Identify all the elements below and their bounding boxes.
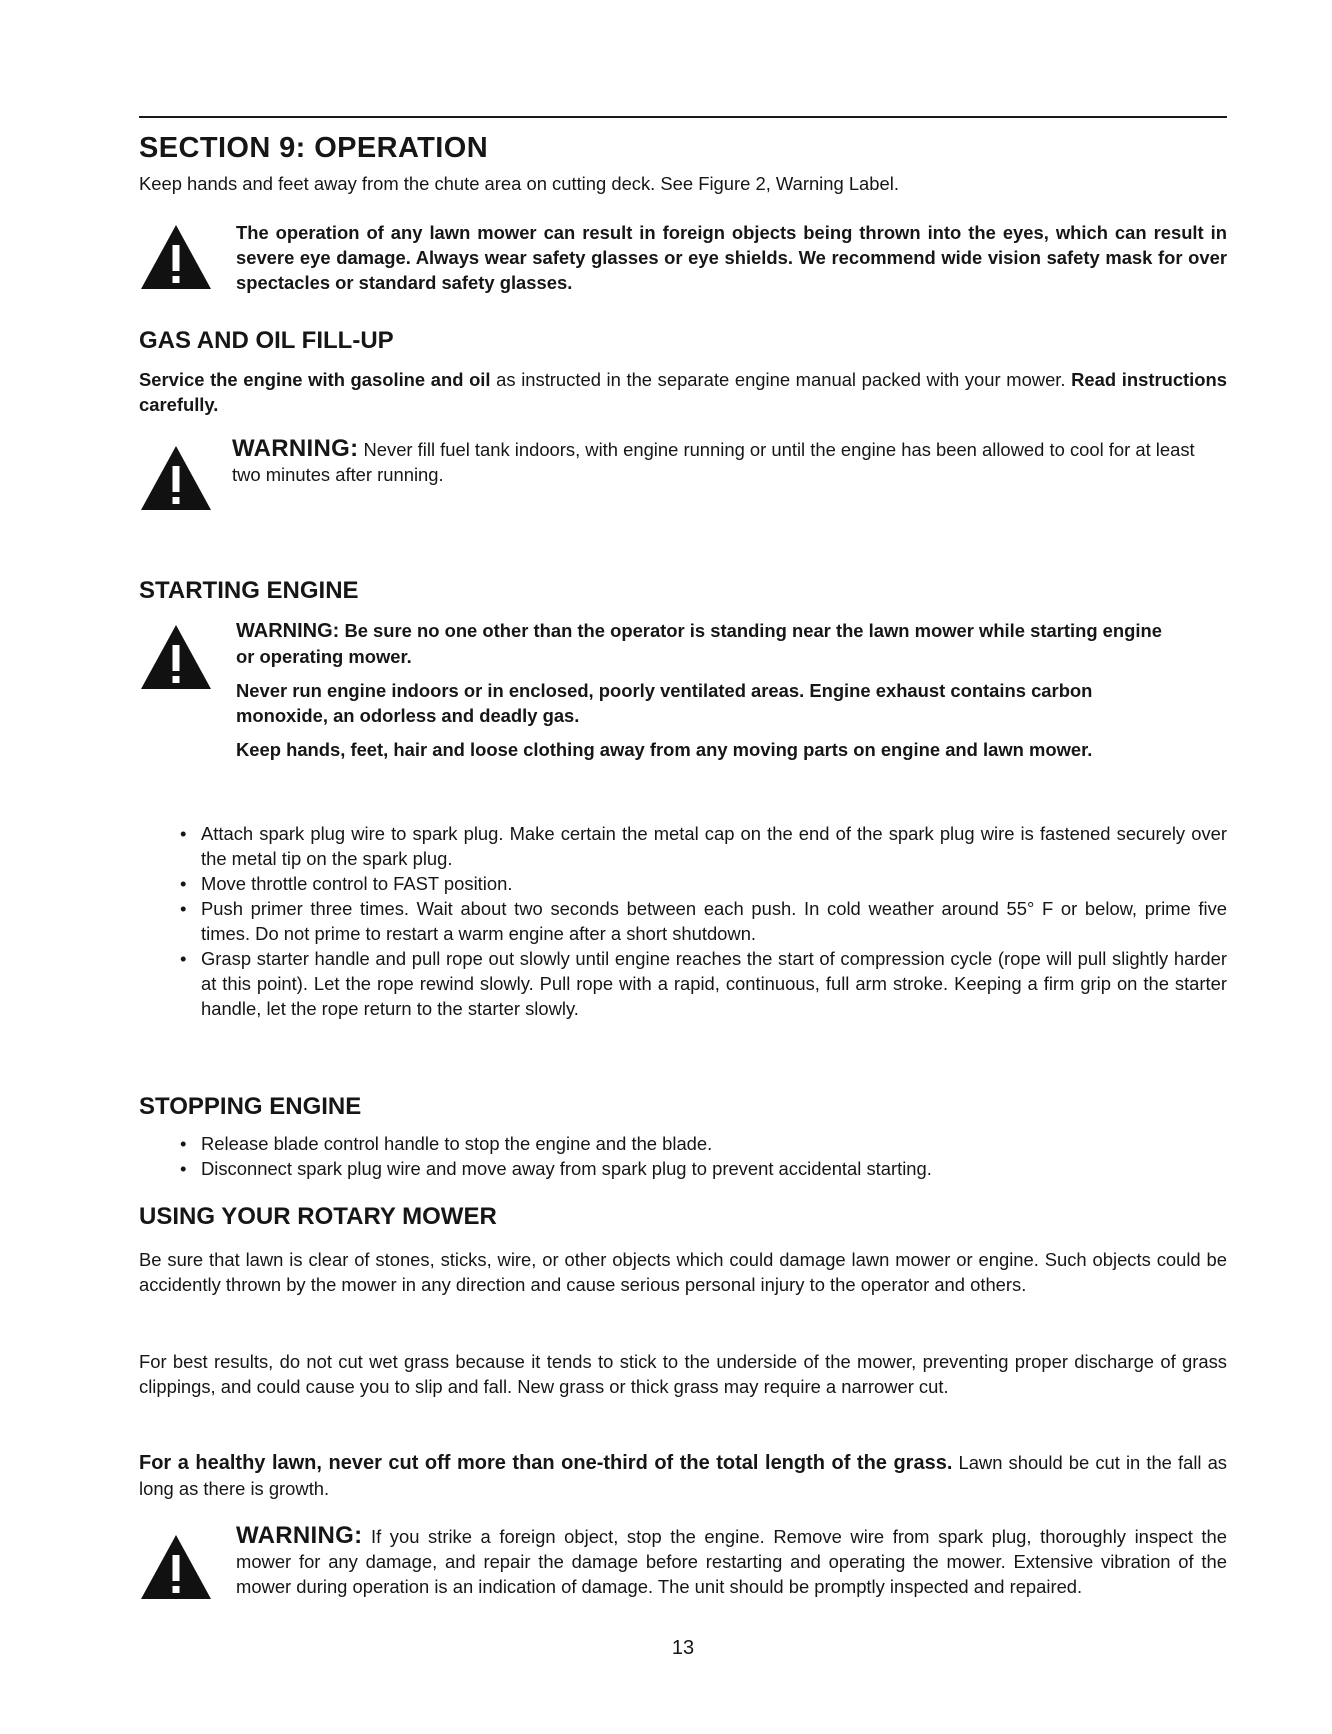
using-p3-bold: For a healthy lawn, never cut off more than one-third of the total length of the grass. <box>139 1452 953 1474</box>
gas-oil-lead-rest: as instructed in the separate engine manual packed with your mower. <box>490 369 1072 390</box>
using-heading: USING YOUR ROTARY MOWER <box>139 1203 497 1230</box>
using-paragraph-2: For best results, do not cut wet grass because it tends to stick to the underside of the mower, preventing proper discharge of grass clippings, and could cause you to slip and fall. New grass or thick grass may require a narrower cut. <box>139 1351 1227 1397</box>
starting-heading: STARTING ENGINE <box>139 577 359 604</box>
warning-triangle-icon <box>139 623 213 691</box>
warning-triangle-icon <box>139 223 213 291</box>
fuel-warning-label: WARNING: <box>232 435 359 462</box>
foreign-object-warning-body: If you strike a foreign object, stop the engine. Remove wire from spark plug, thoroughly inspect the mower for any damage, and repair the damage before restarting and operating the mower. Extensive vibration of the mower during operation is an indication of damage. The unit should be promptly inspected and repaired. <box>236 1526 1227 1597</box>
list-item: • Move throttle control to FAST position. <box>180 873 513 894</box>
warning-triangle-icon <box>139 444 213 512</box>
list-item: • Attach spark plug wire to spark plug. Make certain the metal cap on the end of the spark plug wire is fastened securely over the metal tip on the spark plug. <box>180 823 1227 869</box>
starting-warning-body: Be sure no one other than the operator is standing near the lawn mower while starting engine or operating mower. <box>236 620 1162 667</box>
gas-oil-paragraph <box>139 367 1227 417</box>
intro-block <box>139 171 1227 196</box>
list-item: • Disconnect spark plug wire and move away from spark plug to prevent accidental starting. <box>180 1158 932 1179</box>
fuel-warning-text <box>232 436 1227 487</box>
page-number: 13 <box>671 1637 695 1659</box>
fuel-warning-body: Never fill fuel tank indoors, with engine running or until the engine has been allowed to cool for at least two minutes after running. <box>232 439 1195 485</box>
gas-oil-heading: GAS AND OIL FILL-UP <box>139 327 394 354</box>
using-paragraph-3 <box>139 1450 1227 1501</box>
gas-oil-section <box>139 327 1227 355</box>
intro-text: Keep hands and feet away from the chute area on cutting deck. See Figure 2, Warning Label. <box>139 173 899 194</box>
starting-steps-list <box>139 821 1227 1021</box>
stopping-heading: STOPPING ENGINE <box>139 1093 362 1120</box>
list-item: • Push primer three times. Wait about two seconds between each push. In cold weather around 55° F or below, prime five times. Do not prime to restart a warm engine after a short shutdown. <box>180 898 1227 944</box>
stopping-steps-list <box>139 1131 1227 1181</box>
stopping-steps <box>139 1131 1227 1181</box>
starting-section <box>139 577 1227 605</box>
stopping-section <box>139 1093 1227 1121</box>
starting-warning-label: WARNING: <box>236 620 340 642</box>
starting-steps <box>139 821 1227 1021</box>
gas-oil-intro <box>139 367 1227 417</box>
section-title: SECTION 9: OPERATION <box>139 132 489 164</box>
list-item: • Grasp starter handle and pull rope out slowly until engine reaches the start of compression cycle (rope will pull slightly harder at this point). Let the rope rewind slowly. Pull rope with a rapid, continuous, full arm stroke. Keeping a firm grip on the starter handle, let the rope return to the starter slowly. <box>180 948 1227 1019</box>
using-p1-block <box>139 1247 1227 1297</box>
using-p2-block <box>139 1349 1227 1399</box>
foreign-object-warning-label: WARNING: <box>236 1522 363 1549</box>
top-rule <box>139 116 1227 118</box>
using-p3-rest: Lawn should be cut in the fall as long as there is growth. <box>139 1452 1227 1499</box>
using-section <box>139 1203 1227 1231</box>
warning-triangle-icon <box>139 1533 213 1601</box>
using-p3-block <box>139 1450 1227 1501</box>
gas-oil-lead-bold: Service the engine with gasoline and oil <box>139 369 491 390</box>
starting-warning-p2: Never run engine indoors or in enclosed, poorly ventilated areas. Engine exhaust contains carbon monoxide, an odorless and deadly gas. <box>236 680 1093 726</box>
starting-warning-p3: Keep hands, feet, hair and loose clothing away from any moving parts on engine and lawn mower. <box>236 739 1093 760</box>
eye-warning-text: The operation of any lawn mower can result in foreign objects being thrown into the eyes, which can result in severe eye damage. Always wear safety glasses or eye shields. We recommend wide vision safety mask for over spectacles or standard safety glasses. <box>236 222 1227 293</box>
manual-page <box>139 0 1227 1734</box>
gas-oil-lead-bold2: Read instructions carefully. <box>139 369 1227 415</box>
using-paragraph-1: Be sure that lawn is clear of stones, sticks, wire, or other objects which could damage lawn mower or engine. Such objects could be accidently thrown by the mower in any direction and cause serious personal injury to the operator and others. <box>139 1249 1227 1295</box>
foreign-object-warning-text <box>236 1523 1227 1599</box>
starting-warning-p1 <box>236 618 1167 669</box>
section-header <box>139 131 1227 165</box>
list-item: • Release blade control handle to stop the engine and the blade. <box>180 1133 713 1154</box>
